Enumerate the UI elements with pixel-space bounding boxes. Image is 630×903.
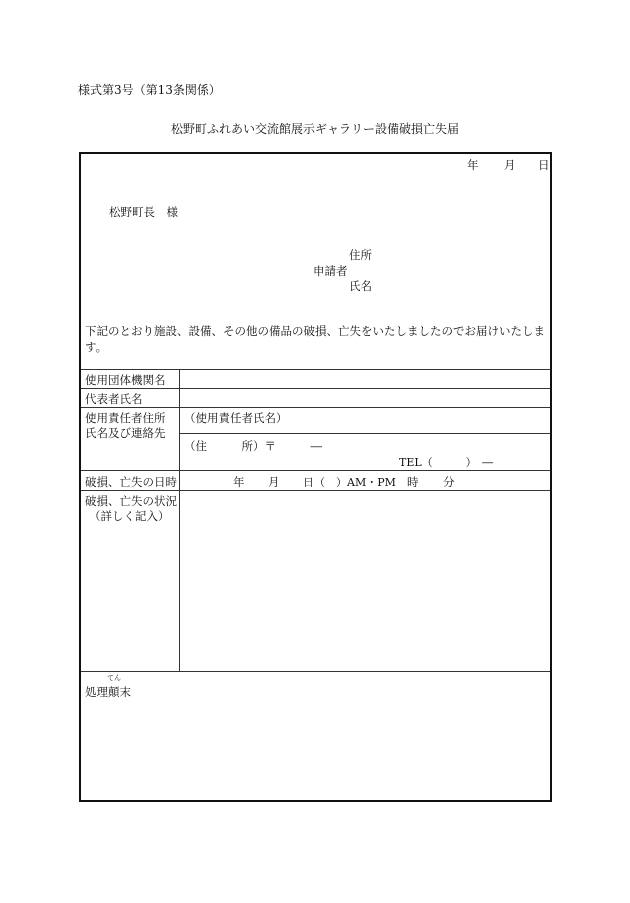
rule-responsible-mid: [179, 433, 550, 434]
applicant-address-label: 住所: [349, 248, 372, 262]
responsible-label-line1: 使用責任者住所: [85, 411, 166, 425]
situation-label-line2: （詳しく記入）: [89, 509, 170, 523]
disposal-ruby: てん: [107, 674, 121, 682]
rule-org: [81, 369, 550, 370]
statement-line1: 下記のとおり施設、設備、その他の備品の破損、亡失をいたしましたのでお届けいたしま: [85, 324, 545, 338]
date-day: 日: [538, 158, 550, 172]
disposal-label: 処理顛末: [85, 685, 131, 699]
responsible-address-field: （住 所）〒 ―: [184, 439, 322, 453]
form-title: 松野町ふれあい交流館展示ギャラリー設備破損亡失届: [170, 122, 459, 136]
date-month: 月: [504, 158, 516, 172]
applicant-label: 申請者: [313, 264, 348, 278]
representative-label: 代表者氏名: [85, 392, 143, 406]
datetime-label: 破損、亡失の日時: [85, 475, 177, 489]
responsible-name-field: （使用責任者氏名）: [184, 411, 288, 425]
datetime-month: 月: [268, 475, 280, 489]
rule-datetime: [81, 470, 550, 471]
datetime-minute: 分: [443, 475, 455, 489]
rule-rep: [81, 388, 550, 389]
datetime-year: 年: [233, 475, 245, 489]
datetime-hour: 時: [407, 475, 419, 489]
form-frame: [79, 152, 552, 802]
responsible-label-line2: 氏名及び連絡先: [85, 426, 166, 440]
situation-label-line1: 破損、亡失の状況: [85, 494, 177, 508]
responsible-tel-field: TEL（ ） ―: [399, 456, 494, 469]
form-number: 様式第3号（第13条関係）: [78, 83, 221, 97]
date-year: 年: [467, 158, 479, 172]
rule-disposal: [81, 671, 550, 672]
addressee: 松野町長 様: [109, 205, 178, 219]
rule-label-column: [179, 369, 180, 671]
rule-situation: [81, 490, 550, 491]
rule-responsible: [81, 407, 550, 408]
org-name-label: 使用団体機関名: [85, 373, 166, 387]
applicant-name-label: 氏名: [349, 279, 372, 293]
datetime-day-ampm: 日（ ）AM・PM: [303, 476, 396, 489]
statement-line2: す。: [85, 340, 108, 354]
